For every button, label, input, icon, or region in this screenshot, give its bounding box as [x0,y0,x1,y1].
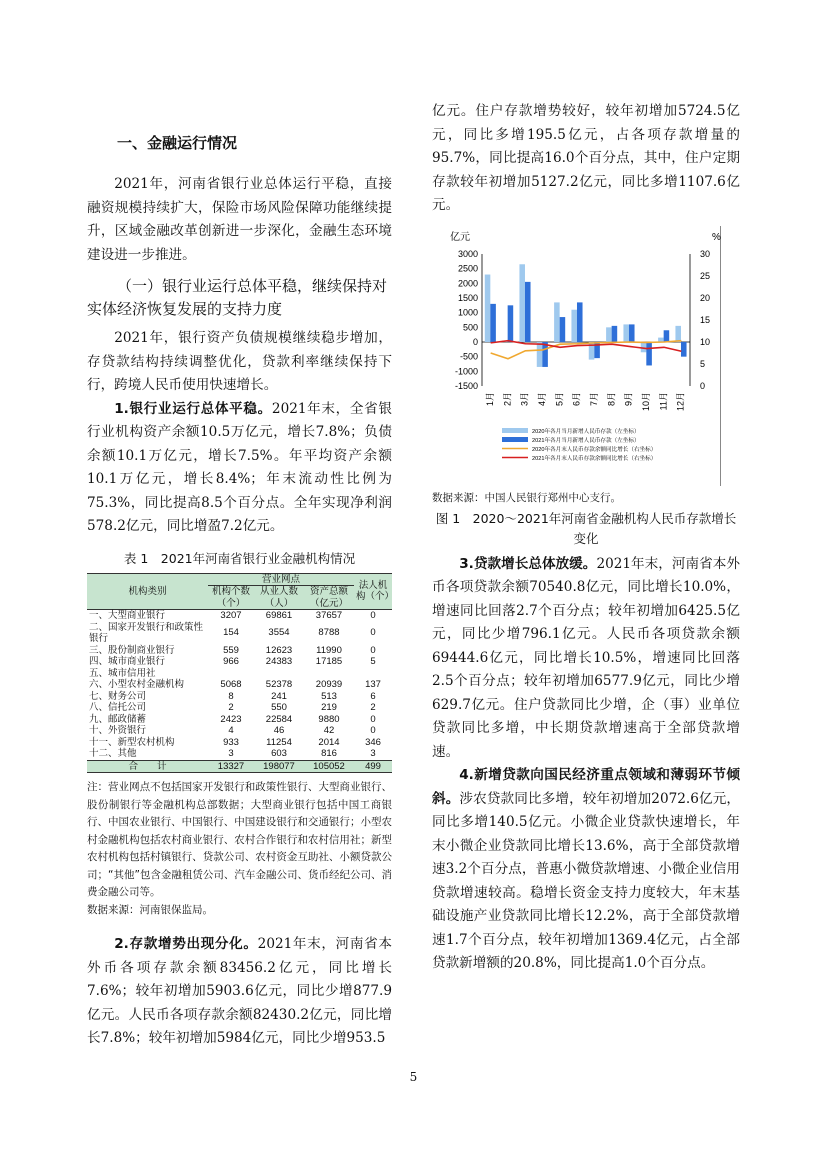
row-label: 四、城市商业银行 [89,656,166,667]
right-tick-label: 15 [700,314,711,325]
category-label: 9月 [623,391,634,406]
row-label: 三、股份制商业银行 [89,644,175,656]
right-axis-unit: % [712,231,721,243]
left-column [87,128,395,1051]
row-cell: 559 [223,644,239,656]
category-label: 5月 [554,391,565,406]
row-cell: 22584 [265,713,293,725]
figure-caption: 图 1 2020～2021年河南省金融机构人民币存款增长变化 [435,510,737,546]
right-tick-label: 10 [700,336,711,347]
bar-2-11 [664,330,670,342]
bar-2-9 [629,324,635,342]
row-cell: 12623 [265,644,293,656]
left-tick-label: -1000 [454,365,478,376]
left-tick-label: -1500 [454,380,478,391]
category-label: 11月 [658,391,669,410]
right-tick-label: 30 [700,248,711,259]
table-row [87,656,392,668]
row-cell: 52378 [265,679,293,690]
legend-label: 2021年各月末人民币存款余额同比增长（右坐标） [532,455,657,462]
row-cell: 241 [271,690,287,702]
row-cell: 0 [370,644,376,656]
row-cell: 3554 [268,627,290,639]
intro-paragraph: 2021年，河南省银行业总体运行平稳，直接融资规模持续扩大，保险市场风险保障功能继续提升，区域金融改革创新进一步深化，金融生态环境建设进一步推进。 [87,176,392,263]
row-cell: 2 [370,702,376,713]
row-cell [208,668,254,680]
row-cell: 11254 [266,736,292,748]
bar-2-12 [681,342,687,357]
total-cell: 105052 [304,760,354,773]
col-header-type: 机构类别 [87,573,208,610]
table-row [87,645,392,657]
row-cell: 154 [223,627,239,639]
overview-paragraph: 2021年，银行资产负债规模继续稳步增加，存贷款结构持续调整优化，贷款利率继续保持下行，跨境人民币使用快速增长。 [87,330,392,393]
bar-1-1 [485,274,491,341]
bar-2-3 [525,281,531,341]
left-tick-label: -500 [459,351,478,362]
left-tick-label: 1000 [457,307,478,318]
row-cell: 550 [271,702,287,713]
table-row [87,610,392,622]
row-label: 六、小型农村金融机构 [89,679,185,690]
row-cell: 513 [321,690,337,702]
deposit-chart [440,226,721,486]
col-header-count: 机构个数（个） [208,586,254,610]
total-cell: 198077 [254,760,304,773]
row-cell: 42 [323,725,335,736]
right-column [432,100,740,976]
left-tick-label: 500 [462,321,478,332]
row-cell: 966 [223,656,239,667]
bar-2-8 [612,325,618,341]
banking-lead: 1.银行业运行总体平稳。 [114,400,272,417]
category-label: 2月 [502,391,513,406]
col-header-group: 营业网点 [208,573,354,586]
row-cell: 933 [223,736,239,748]
row-cell: 2014 [318,736,340,748]
total-label: 合 计 [87,760,208,773]
total-cell: 499 [354,760,392,773]
total-cell: 13327 [208,760,254,773]
section-heading: 一、金融运行情况 [117,134,238,152]
row-cell: 0 [370,627,376,639]
category-label: 8月 [606,391,617,406]
row-cell: 17185 [315,656,343,667]
bar-1-9 [623,324,629,342]
bar-1-10 [641,342,647,352]
page-number: 5 [409,1070,418,1084]
row-cell: 9880 [318,713,340,725]
loan-paragraph [432,553,740,765]
bar-1-12 [675,325,681,341]
bar-2-6 [577,302,583,342]
row-cell: 3207 [220,610,242,621]
row-cell: 0 [370,725,376,736]
row-cell: 0 [370,610,376,621]
bar-2-1 [490,303,496,341]
table-row [87,748,392,760]
bar-2-10 [646,342,652,365]
deposit-continued: 亿元。住户存款增势较好，较年初增加5724.5亿元，同比多增195.5亿元，占各项存款增量的95.7%，同比提高16.0个百分点，其中，住户定期存款较年初增加5127.2亿元，同比多增1107.6亿元。 [432,103,740,213]
chart-svg [440,226,720,486]
table-row [87,691,392,703]
row-cell: 2423 [220,713,242,725]
row-cell: 5 [370,656,376,667]
row-cell: 37657 [315,610,343,621]
loan-lead: 3.贷款增长总体放缓。 [459,555,597,572]
legend-swatch [502,428,528,433]
row-label: 五、城市信用社 [89,667,156,679]
bar-1-3 [519,264,525,342]
row-cell [354,668,392,680]
category-label: 10月 [641,391,652,411]
legend-label: 2021年各月当月新增人民币存款（左坐标） [532,437,640,444]
banking-body: 2021年末，全省银行业机构资产余额10.5万亿元，增长7.8%；负债余额10.1万亿元，增长7.5%。年平均资产余额10.1万亿元，增长8.4%；年末流动性比例为75.3%，同比提高8.5个百分点。全年实现净利润578.2亿元，同比增盈7.2亿元。 [87,400,392,534]
right-tick-label: 5 [700,358,706,369]
row-cell: 5068 [220,679,242,690]
banking-paragraph [87,398,392,539]
row-cell: 11990 [316,644,342,656]
bar-1-6 [571,309,577,341]
row-cell: 219 [321,702,337,713]
bar-1-4 [537,342,543,367]
category-label: 3月 [519,391,530,406]
row-cell [304,668,354,680]
row-cell [254,668,304,680]
new-loan-lead: 4.新增贷款向国民经济重点领域和薄弱环节倾斜。 [432,767,740,807]
bar-2-2 [508,305,514,342]
right-tick-label: 0 [700,380,706,391]
row-label: 八、信托公司 [89,702,147,713]
col-header-staff: 从业人数（人） [254,586,304,610]
left-tick-label: 2000 [457,277,478,288]
legend-label: 2020年各月当月新增人民币存款（左坐标） [532,428,640,435]
right-tick-label: 20 [700,292,711,303]
loan-body: 2021年末，河南省本外币各项贷款余额70540.8亿元，同比增长10.0%，增速同比回落2.7个百分点；较年初增加6425.5亿元，同比少增796.1亿元。人民币各项贷款余额69444.6亿元，同比增长10.5%，增速同比回落2.5个百分点；较年初增加6577.9亿元，同比少增629.7亿元。住户贷款同比少增，企（事）业单位贷款同比多增，中长期贷款增速高于全部贷款增速。 [432,555,740,760]
left-tick-label: 0 [472,336,478,347]
category-label: 12月 [675,391,686,411]
table-caption: 表 1 2021年河南省银行业金融机构情况 [123,550,356,566]
row-label: 十二、其他 [89,748,137,759]
category-label: 1月 [485,391,496,406]
left-tick-label: 3000 [457,248,478,259]
row-cell: 20939 [315,679,343,690]
table-row [87,725,392,737]
deposit-paragraph [87,933,392,1051]
row-cell: 24383 [265,656,293,667]
row-cell: 69861 [265,610,293,621]
row-cell: 8788 [318,627,340,639]
left-axis-unit: 亿元 [450,231,470,243]
right-tick-label: 25 [700,270,711,281]
row-label: 九、邮政储蓄 [89,713,147,725]
bar-1-8 [606,327,612,342]
row-label: 二、国家开发银行和政策性银行 [89,621,204,644]
row-label: 七、财务公司 [89,690,147,702]
table-note: 注：营业网点不包括国家开发银行和政策性银行、大型商业银行、股份制银行等金融机构总部数据；大型商业银行包括中国工商银行、中国农业银行、中国银行、中国建设银行和交通银行；小型农村金融机构包括农村商业银行、农村合作银行和农村信用社；新型农村机构包括村镇银行、贷款公司、农村资金互助社、小额贷款公司；“其他”包含金融租赁公司、汽车金融公司、货币经纪公司、消费金融公司等。 [87,781,392,898]
col-header-assets: 资产总额（亿元） [304,586,354,610]
subsection-heading: （一）银行业运行总体平稳，继续保持对实体经济恢复发展的支持力度 [87,277,388,318]
deposit-body: 2021年末，河南省本外币各项存款余额83456.2亿元，同比增长7.6%；较年初增加5903.6亿元，同比少增877.9亿元。人民币各项存款余额82430.2亿元，同比增长7.8%；较年初增加5984亿元，同比少增953.5 [87,936,392,1046]
bar-1-5 [554,302,560,342]
row-cell: 3 [228,748,234,759]
deposit-lead: 2.存款增势出现分化。 [114,936,258,952]
table-row [87,702,392,714]
table-row [87,714,392,726]
col-header-legal: 法人机构（个） [354,573,392,610]
row-cell: 6 [370,690,376,702]
row-cell: 0 [370,713,376,725]
table-row [87,622,392,645]
table-row [87,679,392,691]
row-cell: 603 [271,748,287,759]
row-label: 十一、新型农村机构 [89,736,175,748]
row-cell: 816 [321,748,337,759]
left-tick-label: 2500 [457,263,478,274]
row-cell: 4 [228,725,234,736]
row-label: 十、外资银行 [89,725,147,736]
legend-label: 2020年各月末人民币存款余额同比增长（右坐标） [532,446,657,453]
new-loan-paragraph [432,764,740,976]
row-cell: 2 [228,702,234,713]
bank-table [87,573,395,774]
table-row [87,737,392,749]
new-loan-body: 涉农贷款同比多增，较年初增加2072.6亿元，同比多增140.5亿元。小微企业贷款快速增长，年末小微企业贷款同比增长13.6%，高于全部贷款增速3.2个百分点，普惠小微贷款增速、小微企业信用贷款增速较高。稳增长资金支持力度较大，年末基础设施产业贷款同比增长12.2%，高于全部贷款增速1.7个百分点，较年初增加1369.4亿元，占全部贷款新增额的20.8%，同比提高1.0个百分点。 [432,790,740,971]
legend-swatch [502,437,528,442]
category-label: 7月 [589,391,600,406]
category-label: 4月 [537,391,548,406]
category-label: 6月 [571,391,582,406]
chart-source: 数据来源：中国人民银行郑州中心支行。 [432,491,621,504]
table-row [87,668,392,680]
table-source: 数据来源：河南银保监局。 [87,903,213,916]
left-tick-label: 1500 [457,292,478,303]
row-cell: 8 [228,690,234,702]
row-cell: 137 [365,679,381,690]
row-cell: 46 [273,725,285,736]
row-label: 一、大型商业银行 [89,610,166,621]
row-cell: 346 [365,736,381,748]
row-cell: 3 [370,748,376,759]
table-total-row [87,760,392,773]
bar-2-5 [560,317,566,342]
